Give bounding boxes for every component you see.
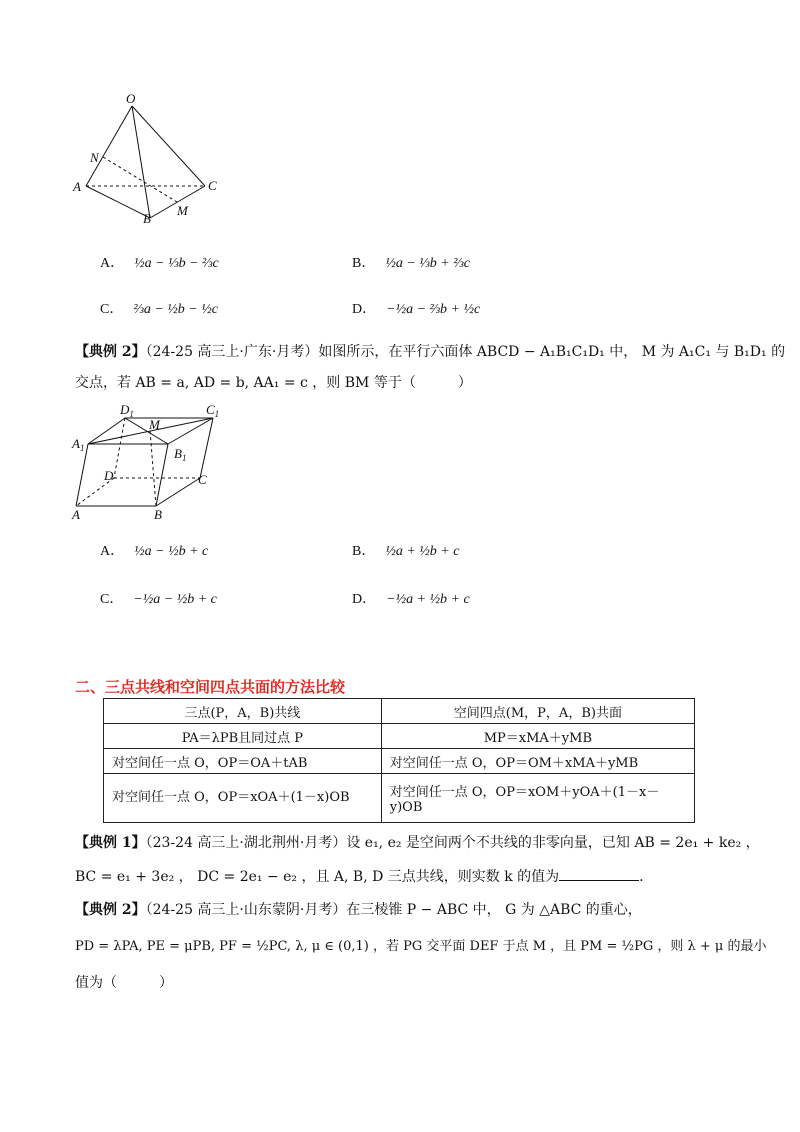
label-B: B (143, 211, 151, 225)
example-text: BC = e₁ + 3e₂ ， DC = 2e₁ − e₂ ，且 A, B, D 三点共线，则实数 k 的值为 (75, 869, 560, 885)
q1-option-c[interactable] (100, 298, 218, 318)
table-cell: 对空间任一点 O，OP＝xOM＋yOA＋(1－x－y)OB (381, 774, 694, 823)
example-tag: 【典例 1】 (75, 835, 146, 851)
section-title: 二、三点共线和空间四点共面的方法比较 (75, 678, 346, 696)
example-4-line-1 (75, 899, 642, 921)
ex2-option-c[interactable] (100, 588, 217, 608)
example-text: （24-25 高三上·广东·月考）如图所示，在平行六面体 ABCD − A₁B₁C₁D₁ 中， M 为 A₁C₁ 与 B₁D₁ 的 (145, 344, 786, 360)
option-expression: ⅔a − ½b − ½c (133, 302, 218, 317)
table-cell: 对空间任一点 O，OP＝OM＋xMA＋yMB (381, 749, 694, 774)
example-tag: 【典例 2】 (75, 902, 146, 918)
option-expression: −½a − ½b + c (133, 592, 217, 607)
example-text-end: ． (639, 869, 654, 885)
label-D: D (104, 468, 114, 483)
label-O: O (126, 91, 136, 106)
label-B1: $B_1$ (174, 446, 187, 463)
example-tag: 【典例 2】 (75, 344, 146, 360)
example-3-line-2 (75, 866, 653, 888)
parallelepiped-figure (70, 402, 230, 522)
label-A: A (72, 507, 80, 522)
table-cell: 对空间任一点 O，OP＝xOA＋(1－x)OB (104, 774, 382, 823)
table-header-cell: 三点(P，A，B)共线 (104, 699, 382, 724)
comparison-table (103, 698, 695, 823)
option-expression: −½a + ½b + c (386, 592, 470, 607)
option-expression: ½a + ½b + c (385, 544, 460, 559)
table-cell: MP＝xMA＋yMB (381, 724, 694, 749)
option-letter: A． (100, 544, 125, 559)
table-row (104, 749, 695, 774)
example-text: （23-24 高三上·湖北荆州·月考）设 e₁, e₂ 是空间两个不共线的非零向量，已知 AB = 2e₁ + ke₂ ， (145, 835, 760, 851)
label-D1: $D_1$ (120, 402, 134, 419)
option-letter: A． (100, 256, 125, 271)
ex2-option-b[interactable] (352, 540, 459, 560)
example-2-line-2: 交点，若 AB = a, AD = b, AA₁ = c ，则 BM 等于（ ） (75, 375, 472, 391)
table-header-cell: 空间四点(M，P，A，B)共面 (381, 699, 694, 724)
example-2-line-1 (75, 341, 785, 363)
table-row (104, 724, 695, 749)
ex2-option-a[interactable] (100, 540, 208, 560)
table-header-row (104, 699, 695, 724)
label-M: M (149, 417, 160, 432)
option-expression: −½a − ⅔b + ½c (386, 302, 481, 317)
label-C: C (208, 178, 217, 193)
example-4-line-3: 值为（ ） (75, 975, 173, 991)
option-letter: B． (352, 544, 376, 559)
answer-blank[interactable] (559, 866, 639, 881)
label-C: C (198, 472, 207, 487)
option-letter: D． (352, 302, 377, 317)
table-row (104, 774, 695, 823)
q1-option-a[interactable] (100, 252, 219, 272)
label-B: B (154, 507, 162, 522)
option-letter: C． (100, 592, 124, 607)
label-A: A (73, 179, 81, 194)
q1-option-b[interactable] (352, 252, 470, 272)
example-3-line-1 (75, 832, 760, 854)
option-expression: ½a − ⅓b − ⅔c (134, 256, 219, 271)
tetrahedron-figure (70, 90, 230, 225)
option-letter: B． (352, 256, 376, 271)
option-letter: D． (352, 592, 377, 607)
table-cell: 对空间任一点 O，OP＝OA＋tAB (104, 749, 382, 774)
example-text: （24-25 高三上·山东蒙阴·月考）在三棱锥 P − ABC 中， G 为 △ABC 的重心， (145, 902, 642, 918)
example-4-line-2: PD = λPA, PE = μPB, PF = ½PC, λ, μ ∈ (0,1) ，若 PG 交平面 DEF 于点 M ，且 PM = ½PG ，则 λ + μ 的最小 (75, 939, 767, 954)
label-N: N (90, 150, 99, 165)
option-expression: ½a − ½b + c (134, 544, 209, 559)
option-expression: ½a − ⅓b + ⅔c (385, 256, 470, 271)
q1-option-d[interactable] (352, 298, 480, 318)
label-M: M (177, 203, 188, 218)
table-cell: PA＝λPB且同过点 P (104, 724, 382, 749)
ex2-option-d[interactable] (352, 588, 470, 608)
label-A1: $A_1$ (72, 436, 85, 453)
label-C1: $C_1$ (206, 402, 220, 419)
option-letter: C． (100, 302, 124, 317)
